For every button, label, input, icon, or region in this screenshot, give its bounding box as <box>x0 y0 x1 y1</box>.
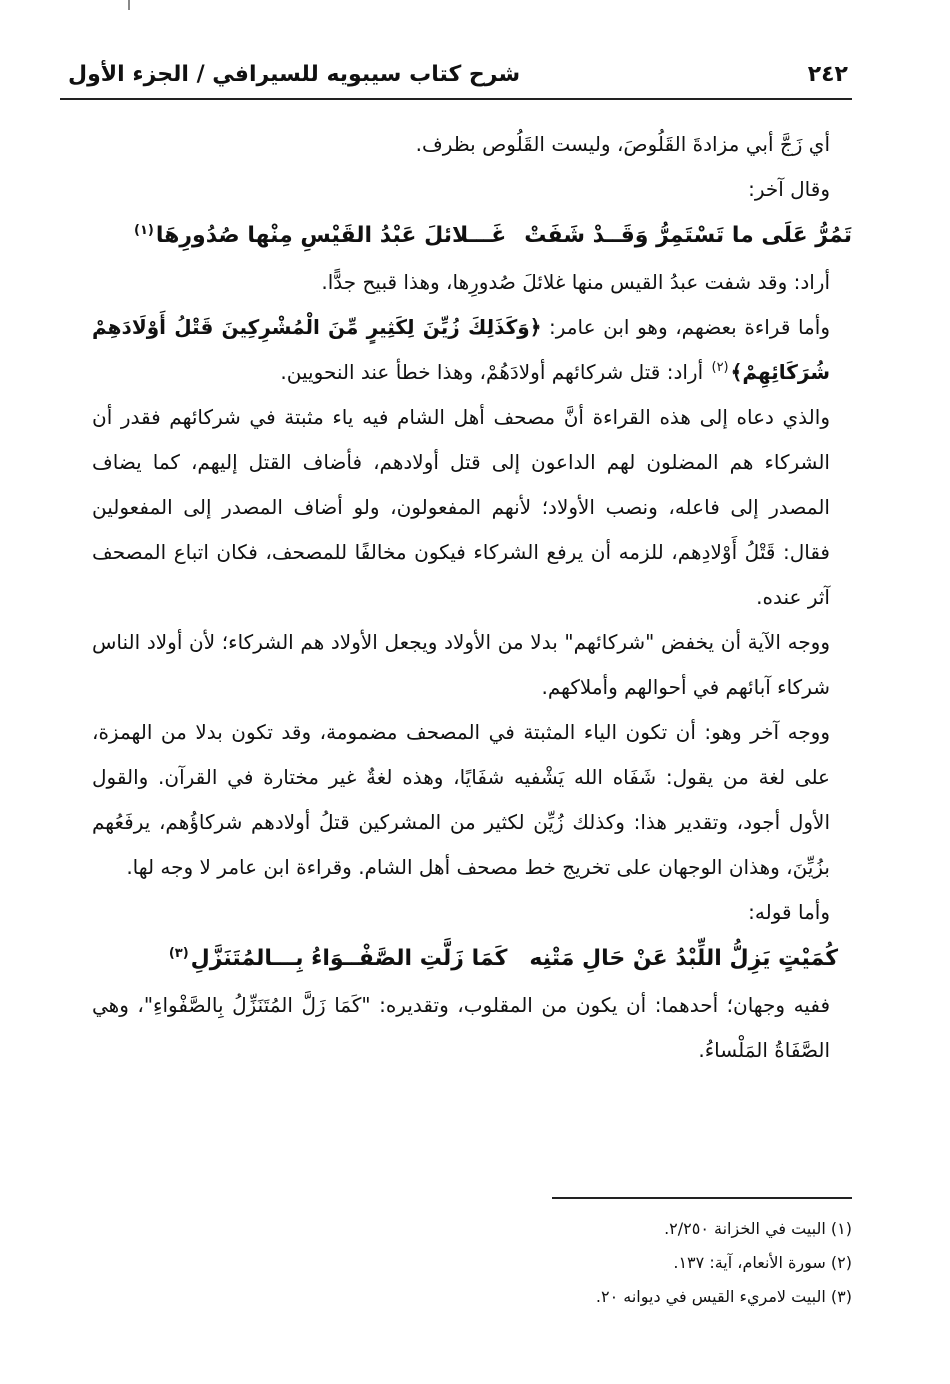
verse-hemistich-second <box>167 935 508 983</box>
page-header <box>60 56 852 96</box>
paragraph: أي زَجَّ أبي مزادةَ القَلُوصَ، وليست القَلُوص بظرف. <box>415 132 830 156</box>
footnotes <box>92 1212 852 1314</box>
footnote: (٢) سورة الأنعام، آية: ١٣٧. <box>673 1253 852 1272</box>
paragraph-text: أراد: قتل شركائهم أولادَهُمْ، وهذا خطأ عند النحويين. <box>280 360 710 384</box>
paragraph: والذي دعاه إلى هذه القراءة أنَّ مصحف أهل الشام فيه ياء مثبتة في شركائهم فقدر أن الشركاء هم المضلون لهم الداعون إلى قتل أولادهم، فأضاف القتل إليهم، كما يضاف المصدر إلى فاعله، ونصب الأولاد؛ لأنهم المفعولون، ولو أضاف المصدر إلى المفعولين فقال: قَتْلُ أَوْلادِهم، للزمه أن يرفع الشركاء فيكون مخالفًا للمصحف، فكان اتباع المصحف آثر عنده. <box>92 405 830 609</box>
header-rule <box>60 98 852 100</box>
footnote: (٣) البيت لامريء القيس في ديوانه ٢٠. <box>595 1287 852 1306</box>
paragraph: ففيه وجهان؛ أحدهما: أن يكون من المقلوب، وتقديره: "كَمَا زَلَّ المُتَنَزِّلُ بِالصَّفْواءِ"، وهي الصَّفَاةُ المَلْساءُ. <box>92 993 830 1062</box>
verse-hemistich-first: كُمَيْتٍ يَزِلُّ اللِّبْدُ عَنْ حَالِ مَتْنِه <box>529 946 838 971</box>
paragraph: ووجه آخر وهو: أن تكون الياء المثبتة في المصحف مضمومة، وقد تكون بدلا من الهمزة، على لغة من يقول: شَفَاه الله يَشْفيه شفَايًا، وهذه لغةٌ غير مختارة في القرآن. والقول الأول أجود، وتقدير هذا: وكذلك زُيِّن لكثير من المشركين قتلُ أولادهم شركاؤُهم، يرفَعُهم بزُيِّنَ، وهذان الوجهان على تخريج خط مصحف أهل الشام. وقراءة ابن عامر لا وجه لها. <box>92 720 830 879</box>
verse-text: كَمَا زَلَّتِ الصَّفْــوَاءُ بِـــالمُتَنَزَّلِ <box>190 946 508 971</box>
paragraph: أراد: وقد شفت عبدُ القيس منها غلائلَ صُدورِها، وهذا قبيح جدًّا. <box>321 270 830 294</box>
running-title: شرح كتاب سيبويه للسيرافي / الجزء الأول <box>68 62 521 87</box>
quran-quote: ﴿وَكَذَلِكَ زُيِّنَ لِكَثِيرٍ مِّنَ الْمُشْرِكِينَ قَتْلُ أَوْلَادَهِمْ شُرَكَائِهِمْ﴾ <box>92 315 830 384</box>
paragraph-text: وأما قراءة بعضهم، وهو ابن عامر: <box>541 315 830 339</box>
paragraph: ووجه الآية أن يخفض "شركائهم" بدلا من الأولاد ويجعل الأولاد هم الشركاء؛ لأن أولاد الناس شركاء آبائهم في أحوالهم وأملاكهم. <box>92 630 830 699</box>
footnote-ref: (٣) <box>168 945 189 961</box>
main-text <box>92 122 852 1073</box>
footnote-rule <box>552 1197 852 1199</box>
verse-hemistich-first: تَمُرُّ عَلَى ما تَسْتَمِرُّ وَقَــدْ شَفَتْ <box>524 223 852 248</box>
page-number: ٢٤٢ <box>807 62 848 87</box>
verse-line <box>92 935 852 983</box>
footnote-ref: (١) <box>134 222 154 238</box>
verse-text: غَـــلائلَ عَبْدُ القَيْسِ مِنْها صُدُورِهَا <box>155 223 507 248</box>
footnote-ref: (٢) <box>711 360 729 376</box>
verse-hemistich-second <box>132 212 506 260</box>
scan-mark <box>128 0 130 10</box>
paragraph: وأما قوله: <box>748 900 830 924</box>
verse-line <box>92 212 852 260</box>
footnote: (١) البيت في الخزانة ٢/٢٥٠. <box>664 1219 852 1238</box>
paragraph <box>92 305 852 395</box>
paragraph: وقال آخر: <box>748 177 830 201</box>
